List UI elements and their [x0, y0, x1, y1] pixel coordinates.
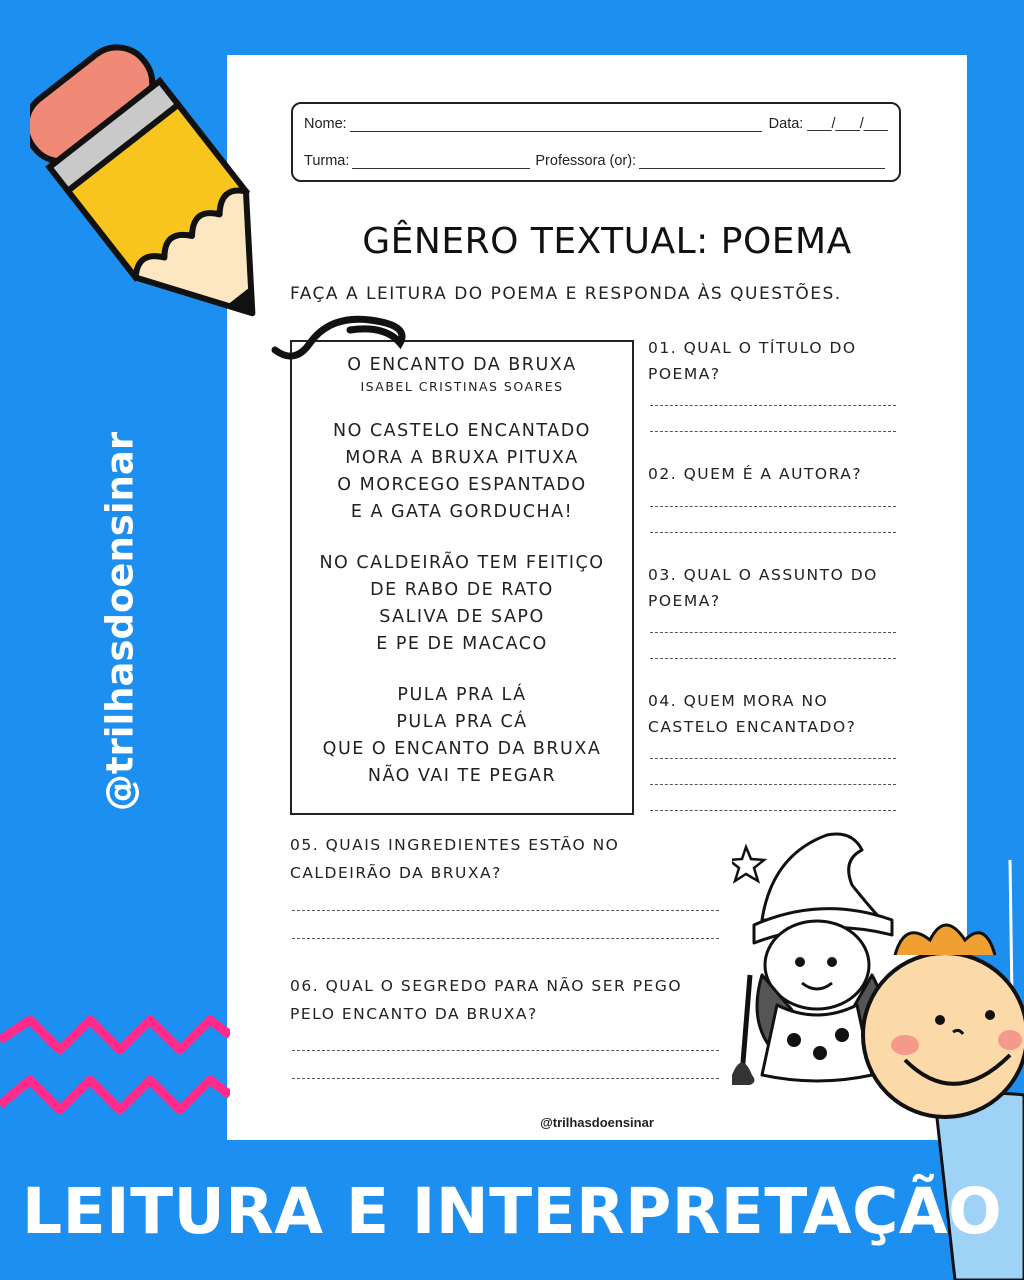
banner-title: LEITURA E INTERPRETAÇÃO: [22, 1175, 1003, 1248]
question-03: [648, 562, 878, 614]
question-04: [648, 688, 856, 740]
question-text: POEMA?: [648, 365, 721, 383]
poem-line: QUE O ENCANTO DA BRUXA: [322, 739, 602, 759]
answer-line[interactable]: [292, 938, 719, 939]
teacher-field[interactable]: [639, 154, 885, 169]
question-06: [290, 973, 682, 1027]
poem-line: MORA A BRUXA PITUXA: [345, 448, 579, 468]
question-text: CASTELO ENCANTADO?: [648, 718, 857, 736]
poem-author: ISABEL CRISTINAS SOARES: [360, 379, 564, 394]
question-text: CALDEIRÃO DA BRUXA?: [290, 864, 502, 882]
vertical-handle: @trilhasdoensinar: [98, 431, 142, 812]
poem-line: NÃO VAI TE PEGAR: [367, 766, 557, 786]
answer-line[interactable]: [292, 910, 719, 911]
pencil-icon: [30, 25, 420, 365]
sheet-credit: @trilhasdoensinar: [540, 1115, 654, 1130]
answer-line[interactable]: [292, 1050, 719, 1051]
poem-line: SALIVA DE SAPO: [379, 607, 545, 627]
answer-line[interactable]: [650, 658, 896, 659]
question-text: 02. QUEM É A AUTORA?: [648, 465, 863, 483]
date-label: Data: ___/___/___: [768, 116, 888, 132]
poem-line: NO CALDEIRÃO TEM FEITIÇO: [319, 553, 605, 573]
poem-line: DE RABO DE RATO: [370, 580, 554, 600]
answer-line[interactable]: [650, 758, 896, 759]
poem-line: NO CASTELO ENCANTADO: [333, 421, 591, 441]
class-label: Turma:: [304, 153, 350, 169]
poem-line: PULA PRA LÁ: [397, 685, 527, 705]
poem-line: PULA PRA CÁ: [396, 712, 528, 732]
question-05: [290, 832, 619, 886]
page-title: GÊNERO TEXTUAL: POEMA: [362, 221, 852, 262]
question-text: 05. QUAIS INGREDIENTES ESTÃO NO: [290, 836, 620, 854]
answer-line[interactable]: [650, 810, 896, 811]
answer-line[interactable]: [650, 784, 896, 785]
teacher-label: Professora (or):: [535, 153, 637, 169]
question-text: 03. QUAL O ASSUNTO DO: [648, 566, 878, 584]
name-label: Nome:: [304, 116, 347, 132]
answer-line[interactable]: [650, 431, 896, 432]
poem-stanza: [292, 550, 632, 658]
poem-line: E PE DE MACACO: [376, 634, 548, 654]
answer-line[interactable]: [650, 532, 896, 533]
answer-line[interactable]: [650, 506, 896, 507]
poem-title: O ENCANTO DA BRUXA: [347, 355, 577, 375]
question-text: 04. QUEM MORA NO: [648, 692, 829, 710]
question-text: 06. QUAL O SEGREDO PARA NÃO SER PEGO: [290, 977, 683, 995]
instruction-text: FAÇA A LEITURA DO POEMA E RESPONDA ÀS QUESTÕES.: [290, 284, 842, 304]
question-02: [648, 461, 862, 487]
poem-line: E A GATA GORDUCHA!: [350, 502, 574, 522]
answer-line[interactable]: [650, 405, 896, 406]
answer-line[interactable]: [650, 632, 896, 633]
poem-box: [290, 340, 634, 815]
zigzag-decoration: [0, 1010, 230, 1130]
poem-line: O MORCEGO ESPANTADO: [337, 475, 587, 495]
poem-stanza: [292, 418, 632, 526]
poem-stanza: [292, 682, 632, 790]
answer-line[interactable]: [292, 1078, 719, 1079]
question-text: POEMA?: [648, 592, 721, 610]
question-01: [648, 335, 857, 387]
question-text: 01. QUAL O TÍTULO DO: [648, 339, 857, 357]
question-text: PELO ENCANTO DA BRUXA?: [290, 1005, 538, 1023]
